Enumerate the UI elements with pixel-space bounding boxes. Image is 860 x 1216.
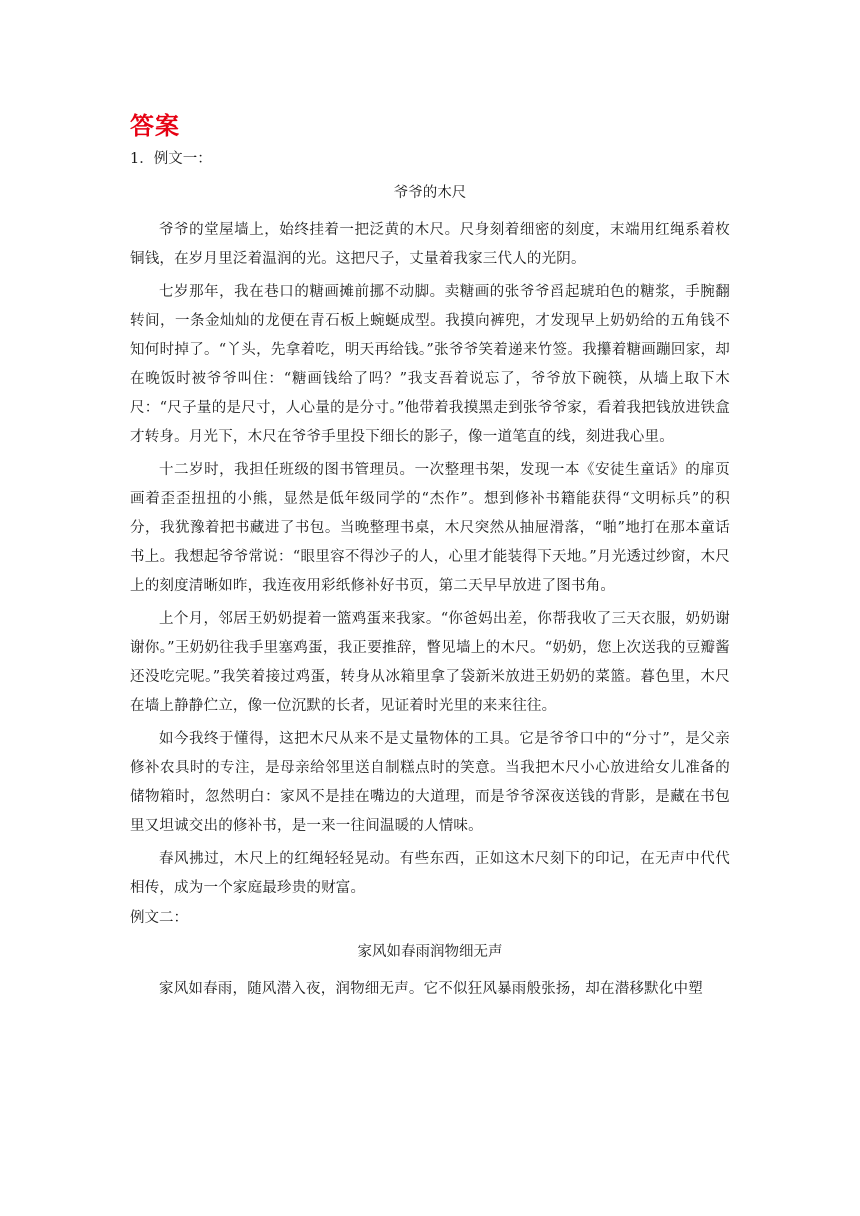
essay2-title: 家风如春雨润物细无声 (357, 944, 503, 960)
essay1-title: 爷爷的木尺 (393, 185, 467, 201)
essay1-paragraph: 如今我终于懂得，这把木尺从来不是丈量物体的工具。它是爷爷口中的“分寸”，是父亲修补农具时的专注，是母亲给邻里送自制糕点时的笑意。当我把木尺小心放进给女儿准备的储物箱时，忽然明白：家风不是挂在嘴边的大道理，而是爷爷深夜送钱的背影，是藏在书包里又坦诚交出的修补书，是一来一往间温暖的人情味。 (130, 731, 730, 834)
essay1-paragraph: 七岁那年，我在巷口的糖画摊前挪不动脚。卖糖画的张爷爷舀起琥珀色的糖浆，手腕翻转间，一条金灿灿的龙便在青石板上蜿蜒成型。我摸向裤兜，才发现早上奶奶给的五角钱不知何时掉了。“丫头，先拿着吃，明天再给钱。”张爷爷笑着递来竹签。我攥着糖画蹦回家，却在晚饭时被爷爷叫住：“糖画钱给了吗？”我支吾着说忘了，爷爷放下碗筷，从墙上取下木尺：“尺子量的是尺寸，人心量的是分寸。”他带着我摸黑走到张爷爷家，看着我把钱放进铁盒才转身。月光下，木尺在爷爷手里投下细长的影子，像一道笔直的线，刻进我心里。 (130, 284, 730, 445)
essay2-label: 例文二： (130, 910, 188, 926)
essay2-paragraph: 家风如春雨，随风潜入夜，润物细无声。它不似狂风暴雨般张扬，却在潜移默化中塑 (159, 981, 703, 997)
essay1-paragraph: 上个月，邻居王奶奶提着一篮鸡蛋来我家。“你爸妈出差，你帮我收了三天衣服，奶奶谢谢你。”王奶奶往我手里塞鸡蛋，我正要推辞，瞥见墙上的木尺。“奶奶，您上次送我的豆瓣酱还没吃完呢。”我笑着接过鸡蛋，转身从冰箱里拿了袋新米放进王奶奶的菜篮。暮色里，木尺在墙上静静伫立，像一位沉默的长者，见证着时光里的来来往往。 (130, 611, 730, 714)
answer-heading: 答案 (130, 112, 180, 140)
essay1-paragraph: 春风拂过，木尺上的红绳轻轻晃动。有些东西，正如这木尺刻下的印记，在无声中代代相传，成为一个家庭最珍贵的财富。 (130, 851, 730, 896)
document-page (130, 108, 730, 1008)
essay1-paragraph: 爷爷的堂屋墙上，始终挂着一把泛黄的木尺。尺身刻着细密的刻度，末端用红绳系着枚铜钱，在岁月里泛着温润的光。这把尺子，丈量着我家三代人的光阴。 (130, 222, 730, 267)
essay1-paragraph: 十二岁时，我担任班级的图书管理员。一次整理书架，发现一本《安徒生童话》的扉页画着歪歪扭扭的小熊，显然是低年级同学的“杰作”。想到修补书籍能获得“文明标兵”的积分，我犹豫着把书藏进了书包。当晚整理书桌，木尺突然从抽屉滑落，“啪”地打在那本童话书上。我想起爷爷常说：“眼里容不得沙子的人，心里才能装得下天地。”月光透过纱窗，木尺上的刻度清晰如昨，我连夜用彩纸修补好书页，第二天早早放进了图书角。 (130, 462, 730, 594)
item-label: 1．例文一： (130, 151, 212, 167)
